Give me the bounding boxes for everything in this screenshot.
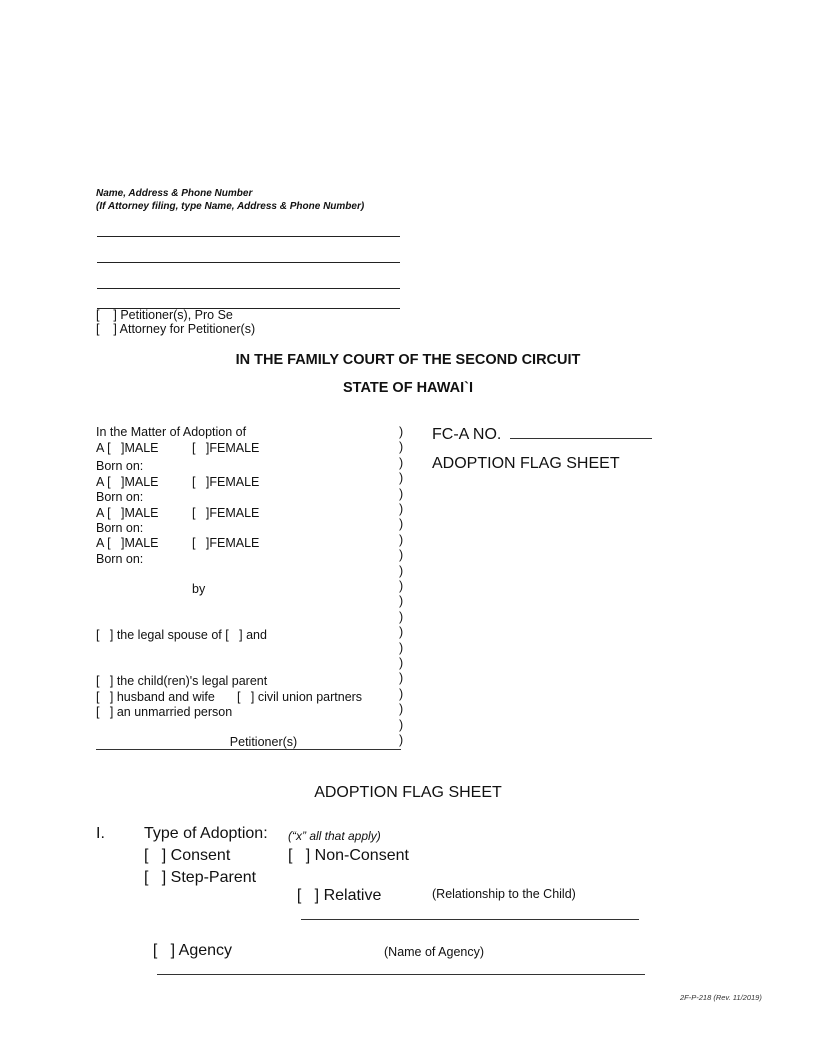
agency-caption: (Name of Agency) [384,945,485,959]
checkbox-bracket[interactable]: [ ] [96,322,117,336]
matter-label: In the Matter of Adoption of [96,425,247,439]
by-label: by [192,582,206,596]
option-step-parent[interactable]: [ ] Step-Parent [144,869,257,886]
caption-paren: ) [399,609,404,624]
section-title: ADOPTION FLAG SHEET [314,784,502,801]
caption-paren: ) [399,640,404,655]
caption-paren: ) [399,486,404,501]
agency-input[interactable] [157,960,645,975]
petitioners-label: Petitioner(s) [229,735,298,749]
caption-paren: ) [399,717,404,732]
caption-paren: ) [399,686,404,701]
unmarried-option[interactable]: [ ] an unmarried person [96,705,233,719]
filer-label-line2: (If Attorney filing, type Name, Address & Phone Number) [96,201,365,212]
caption-paren: ) [399,671,404,686]
caption-paren: ) [399,440,404,455]
relative-caption: (Relationship to the Child) [432,887,576,901]
child-2-born: Born on: [96,490,144,504]
child-3-born: Born on: [96,521,144,535]
caption-paren: ) [399,594,404,609]
option-label: Petitioner(s), Pro Se [120,308,233,322]
filer-info-line-3[interactable] [97,288,400,289]
caption-paren: ) [399,563,404,578]
legal-parent-option[interactable]: [ ] the child(ren)'s legal parent [96,674,268,688]
option-attorney[interactable] [96,322,255,336]
agency-label: [ ] Agency [152,942,233,959]
caption-paren: ) [399,733,404,747]
spouse-option[interactable]: [ ] the legal spouse of [ ] and [96,628,267,642]
case-number-input[interactable] [510,424,652,439]
child-1-male[interactable]: A [ ]MALE [96,441,159,455]
option-label: Attorney for Petitioner(s) [119,322,256,336]
case-number-label: FC-A NO. [432,426,502,443]
court-state: STATE OF HAWAI`I [343,380,473,396]
option-pro-se[interactable] [96,308,233,322]
caption-paren: ) [399,471,404,486]
civil-union-option[interactable]: [ ] civil union partners [237,690,363,704]
husband-wife-option[interactable]: [ ] husband and wife [96,690,215,704]
filer-info-line-1[interactable] [97,236,400,237]
caption-paren: ) [399,532,404,547]
case-number-field[interactable] [432,424,652,444]
caption-paren: ) [399,656,404,670]
caption-paren: ) [399,425,404,439]
section-note: (“x” all that apply) [288,829,381,843]
child-4-male[interactable]: A [ ]MALE [96,536,159,550]
court-title: IN THE FAMILY COURT OF THE SECOND CIRCUIT [235,352,581,368]
caption-paren: ) [399,625,404,640]
checkbox-bracket[interactable]: [ ] [96,308,117,322]
option-non-consent[interactable]: [ ] Non-Consent [288,847,409,864]
petitioners-line [96,733,404,750]
relative-input[interactable] [301,905,639,920]
child-4-female[interactable]: [ ]FEMALE [192,536,260,550]
child-3-female[interactable]: [ ]FEMALE [192,506,260,520]
caption-paren: ) [399,517,404,532]
option-consent[interactable]: [ ] Consent [144,847,231,864]
doc-title-right: ADOPTION FLAG SHEET [432,455,620,472]
section-numeral: I. [96,825,105,842]
caption-paren: ) [399,455,404,470]
relative-label: [ ] Relative [296,887,382,904]
child-4-born: Born on: [96,552,144,566]
child-3-male[interactable]: A [ ]MALE [96,506,159,520]
child-1-born: Born on: [96,459,144,473]
filer-info-line-2[interactable] [97,262,400,263]
filer-label-line1: Name, Address & Phone Number [96,188,253,199]
child-2-male[interactable]: A [ ]MALE [96,475,159,489]
caption-paren: ) [399,548,404,563]
caption-paren: ) [399,579,404,593]
section-heading: Type of Adoption: [144,825,268,842]
caption-paren: ) [399,502,404,516]
caption-paren: ) [399,702,404,717]
child-2-female[interactable]: [ ]FEMALE [192,475,260,489]
form-id: 2F-P-218 (Rev. 11/2019) [680,993,762,1002]
child-1-female[interactable]: [ ]FEMALE [192,441,260,455]
